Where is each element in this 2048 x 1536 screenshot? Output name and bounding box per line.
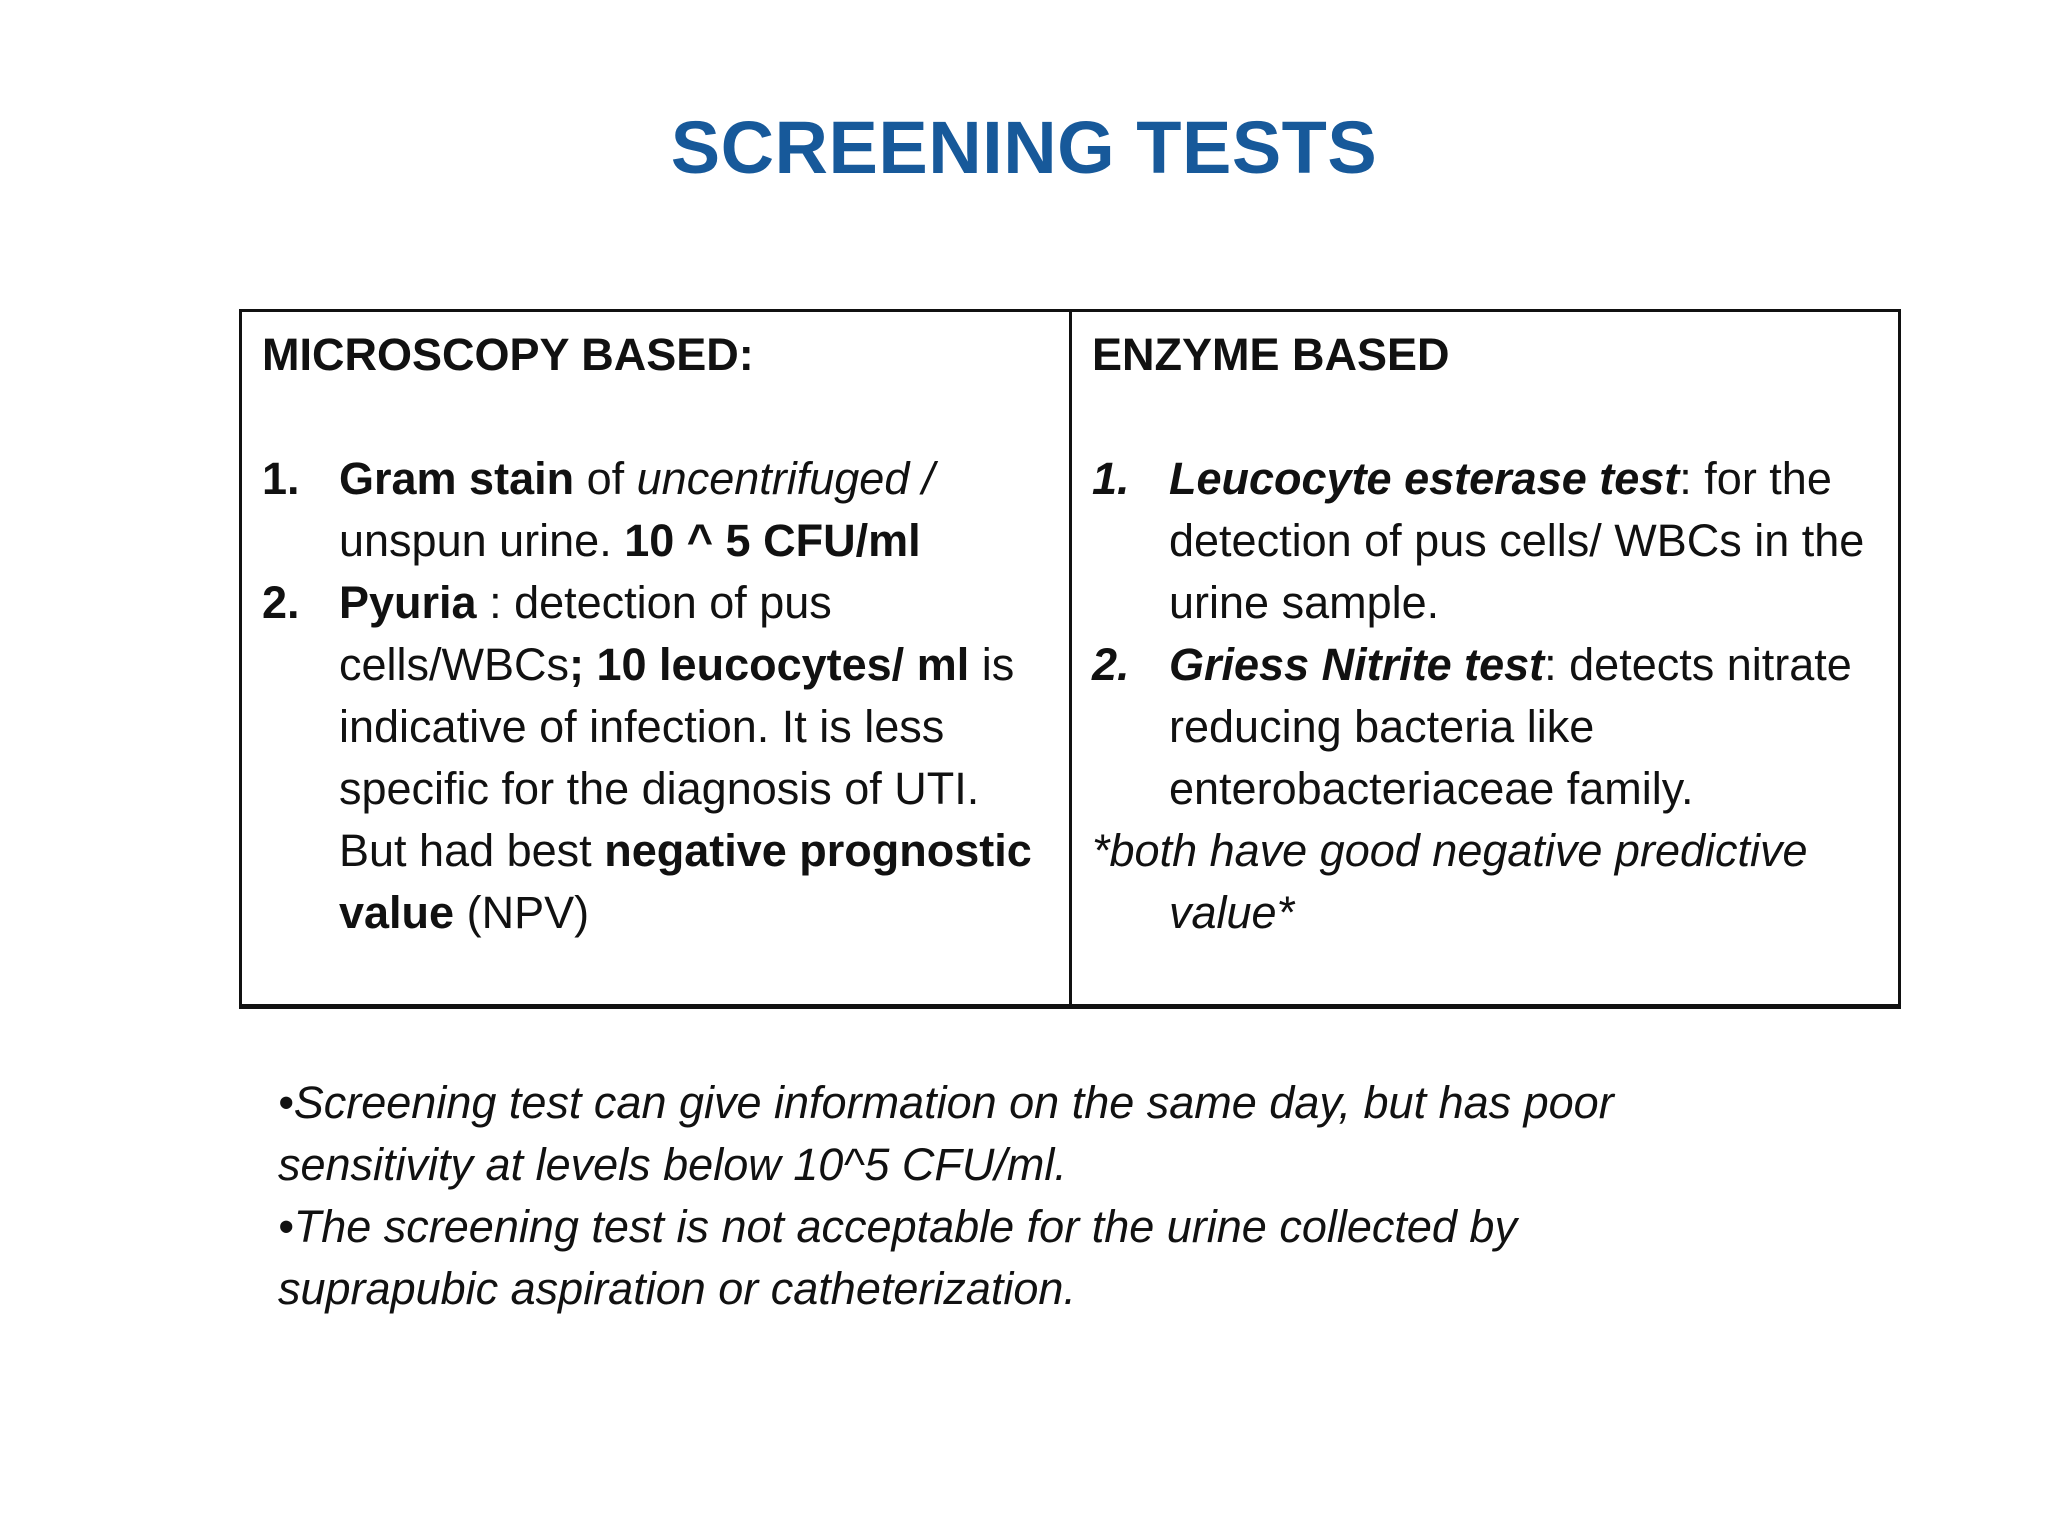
enzyme-heading: ENZYME BASED	[1092, 329, 1450, 380]
enzyme-column	[1072, 312, 1898, 1004]
list-item	[262, 572, 1069, 944]
item-number: 2.	[1092, 639, 1130, 690]
item-number: 2.	[262, 577, 300, 628]
predictive-value-note: *both have good negative predictive value*	[1092, 825, 1808, 938]
comparison-table	[239, 309, 1901, 1009]
slide-title: SCREENING TESTS	[670, 106, 1378, 189]
item-number: 1.	[262, 453, 300, 504]
bullet-item: •The screening test is not acceptable for the urine collected by suprapubic aspiration or catheterization.	[278, 1201, 1517, 1314]
item-text: Pyuria : detection of pus cells/WBCs; 10 leucocytes/ ml is indicative of infection. It is less specific for the diagnosis of UTI. But had best negative prognostic value (NPV)	[339, 577, 1032, 938]
microscopy-heading: MICROSCOPY BASED:	[262, 329, 754, 380]
bullet-notes	[278, 1072, 1678, 1320]
list-item	[1092, 448, 1898, 634]
list-item	[262, 448, 1069, 572]
list-item	[1092, 634, 1898, 820]
item-number: 1.	[1092, 453, 1130, 504]
item-text: Leucocyte esterase test: for the detection of pus cells/ WBCs in the urine sample.	[1169, 453, 1865, 628]
microscopy-column	[242, 312, 1072, 1004]
bullet-item: •Screening test can give information on the same day, but has poor sensitivity at levels below 10^5 CFU/ml.	[278, 1077, 1614, 1190]
item-text: Griess Nitrite test: detects nitrate reducing bacteria like enterobacteriaceae family.	[1169, 639, 1852, 814]
item-text: Gram stain of uncentrifuged / unspun urine. 10 ^ 5 CFU/ml	[339, 453, 935, 566]
